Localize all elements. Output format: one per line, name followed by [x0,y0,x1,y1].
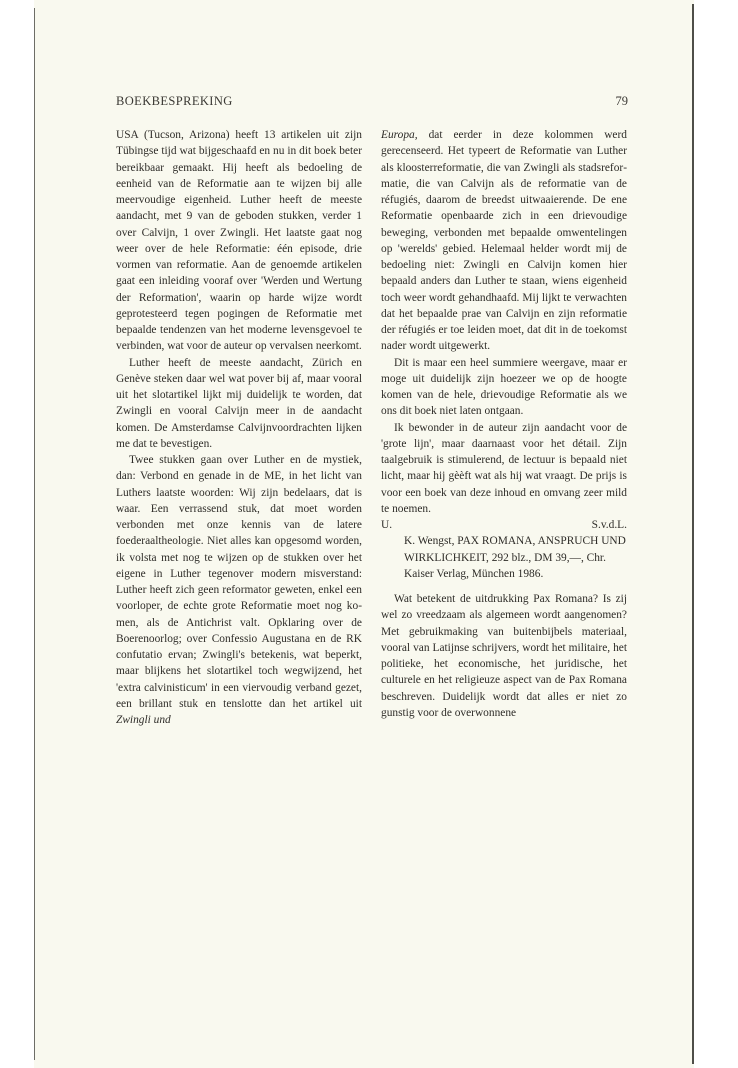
paragraph: Dit is maar een heel summiere weergave, maar er moge uit duidelijk zijn hoezeer we op de hoogte komen van de hele, drievoudige Reformatie als we ons dit boek niet laten ontgaan. [381,356,627,418]
paragraph: Ik bewonder in de auteur zijn aandacht voor de 'grote lijn', maar daarnaast voor het détail. Zijn taalgebruik is stimulerend, de lectuur is bepaald niet licht, maar hij gèèft wat als hij wat vraagt. De prijs is voor een boek van deze inhoud en omvang zeer mild te noemen. [381,421,627,515]
signature-initials: S.v.d.L. [591,519,627,531]
page-number: 79 [615,94,628,108]
paragraph [381,127,627,355]
paragraph: Wat betekent de uitdrukking Pax Romana? Is zij wel zo vreedzaam als algemeen wordt aangenomen? Met gebruikmaking van buitenbijbels materiaal, vooral van Latijnse schrijvers, wordt het militaire, het politieke, het economische, het juridische, het culturele en het religieuze aspect van de Pax Romana beschreven. Duidelijk wordt dat alles er niet zo gunstig voor de overwonnene [381,593,627,719]
page-right-edge [692,4,694,1064]
page-left-edge [34,8,35,1060]
paragraph: Luther heeft de meeste aandacht, Zürich en Genève steken daar wel wat pover bij af, maar vooral uit het slotartikel lijkt mij duidelijk te worden, dat Zwingli en vooral Calvijn meer in de aandacht komen. De Amsterdamse Calvijnvoordrachten lijken me dat te bevestigen. [116,356,362,450]
left-column [116,127,362,728]
right-column [381,127,627,721]
paragraph-text: Twee stukken gaan over Luther en de mystiek, dan: Verbond en genade in de ME, in het licht van Luthers laatste woorden: Wij zijn bedelaars, dat is waar. Een verrassend stuk, dat moet worden verbonden met onze kennis van de latere foederaaltheologie. Niet alles kan opgesomd worden, ik volsta met nog te wijzen op de stukken over het eigene in Luther tegenover modern misverstand: Luther heeft zich geen reformator geweten, enkel een voorloper, de echte grote Reformatie moet nog komen, als de Antichrist valt. Opklaring over de Boerenoorlog; over Confessio Augustana en de RK confutatio ervan; Zwingli's betekenis, wat beperkt, maar blijkens het slotartikel toch wegwijzend, het 'extra calvinisticum' in een viervoudig verband gezet, een brillant stuk en tenslotte dan het artikel uit [116,454,362,710]
running-head: BOEKBESPREKING [116,94,233,108]
reviewer-signature [381,517,627,533]
review-heading: K. Wengst, PAX ROMANA, ANSPRUCH UND WIRKLICHKEIT, 292 blz., DM 39,—, Chr. Kaiser Verlag, München 1986. [404,535,626,580]
italic-title: Europa, [381,129,418,141]
paragraph: USA (Tucson, Arizona) heeft 13 artikelen uit zijn Tübingse tijd wat bijgeschaafd en nu in dit boek beter bereikbaar gemaakt. Hij heeft als bedoeling de eenheid van de Reformatie aan te wijzen bij alle meervoudige eigenheid. Luther heeft de meeste aandacht, met 9 van de geboden stukken, verder 1 over Calvijn, 1 over Zwingli. Het laatste gaat nog weer over de hele Reformatie: één episode, drie vormen van reformatie. Aan de genoemde artikelen gaat een inleiding vooraf over 'Werden und Wertung der Reformation', waarin op harde wijze wordt geprotesteerd tegen pogingen de Reformatie met bepaalde tendenzen van het moderne levensgevoel te verbinden, wat voor de auteur op vervalsen neerkomt. [116,129,362,353]
italic-title: Zwingli und [116,714,171,726]
paragraph [116,452,362,728]
book-page [34,0,694,1068]
paragraph-text: dat eerder in deze kolommen werd gerecenseerd. Het typeert de Reformatie van Luther als kloosterreformatie, die van Zwingli als stadsreformatie, die van Calvijn als de reformatie van de réfugiés, daarom de breedst uitwaaierende. De ene Reformatie openbaarde zich in een drievoudige beweging, verbonden met bepaalde omwentelingen op 'werelds' gebied. Helemaal helder wordt mij de bedoeling niet: Zwingli en Calvijn komen hier bepaald anders dan Luther te staan, wiens eigenheid toch weer wordt gehandhaafd. Mij lijkt te verwachten dat het bepaalde prae van Calvijn en zijn reformatie der réfugiés er toe leiden moet, dat dit in de toekomst nader wordt uitgewerkt. [381,129,627,353]
signature-place: U. [381,519,393,531]
